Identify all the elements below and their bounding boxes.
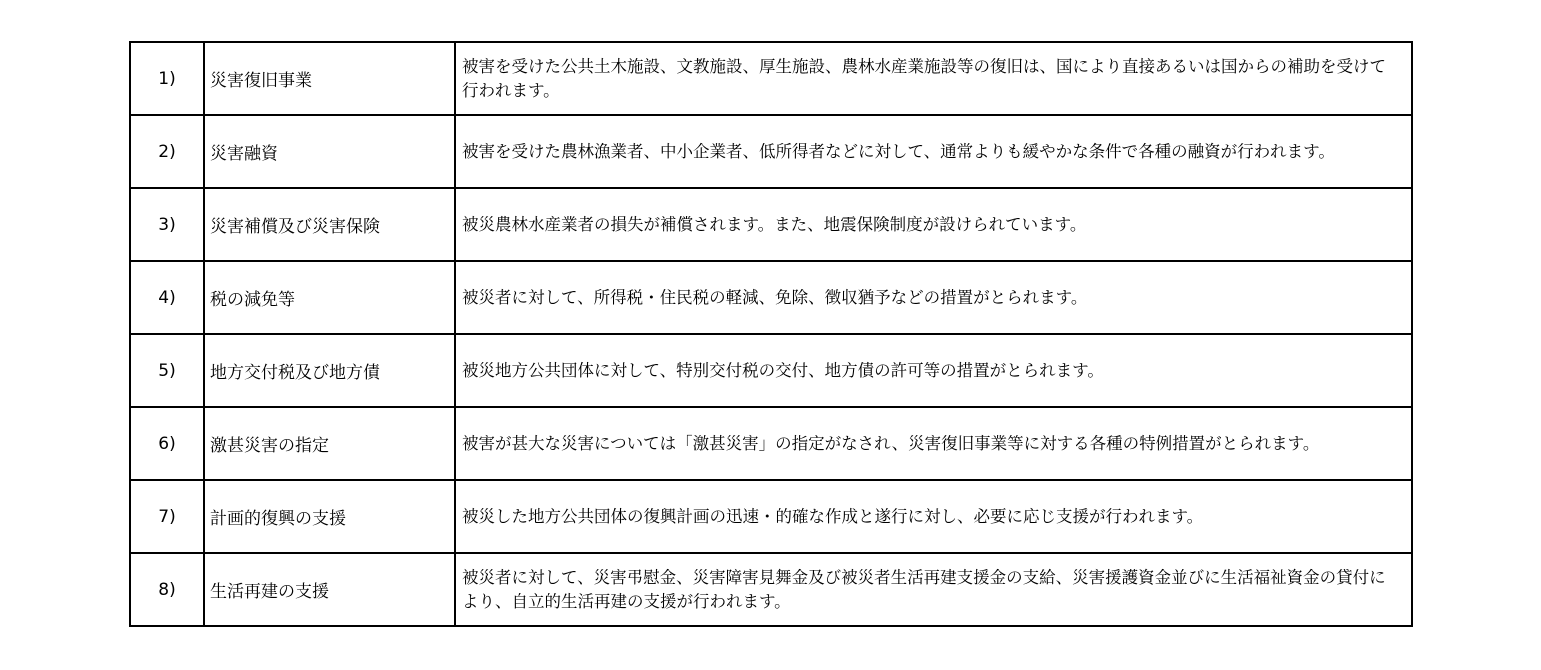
row-number: 1)	[130, 42, 204, 115]
measure-title: 災害復旧事業	[204, 42, 455, 115]
disaster-relief-measures-table	[129, 41, 1413, 627]
row-number: 8)	[130, 553, 204, 626]
table-row	[130, 188, 1412, 261]
row-number: 7)	[130, 480, 204, 553]
measure-title: 税の減免等	[204, 261, 455, 334]
measure-title: 災害補償及び災害保険	[204, 188, 455, 261]
measures-sheet	[129, 41, 1411, 627]
measure-description: 被災した地方公共団体の復興計画の迅速・的確な作成と遂行に対し、必要に応じ支援が行われます。	[455, 480, 1412, 553]
measure-title: 災害融資	[204, 115, 455, 188]
table-row	[130, 115, 1412, 188]
table-row	[130, 480, 1412, 553]
row-number: 5)	[130, 334, 204, 407]
measure-description: 被災者に対して、所得税・住民税の軽減、免除、徴収猶予などの措置がとられます。	[455, 261, 1412, 334]
measure-description: 被災者に対して、災害弔慰金、災害障害見舞金及び被災者生活再建支援金の支給、災害援護資金並びに生活福祉資金の貸付により、自立的生活再建の支援が行われます。	[455, 553, 1412, 626]
row-number: 6)	[130, 407, 204, 480]
measure-description: 被害を受けた公共土木施設、文教施設、厚生施設、農林水産業施設等の復旧は、国により直接あるいは国からの補助を受けて行われます。	[455, 42, 1412, 115]
measure-description: 被災農林水産業者の損失が補償されます。また、地震保険制度が設けられています。	[455, 188, 1412, 261]
measure-description: 被害を受けた農林漁業者、中小企業者、低所得者などに対して、通常よりも緩やかな条件で各種の融資が行われます。	[455, 115, 1412, 188]
measure-title: 計画的復興の支援	[204, 480, 455, 553]
table-row	[130, 42, 1412, 115]
row-number: 4)	[130, 261, 204, 334]
measure-description: 被災地方公共団体に対して、特別交付税の交付、地方債の許可等の措置がとられます。	[455, 334, 1412, 407]
table-row	[130, 334, 1412, 407]
table-row	[130, 261, 1412, 334]
row-number: 2)	[130, 115, 204, 188]
measure-description: 被害が甚大な災害については「激甚災害」の指定がなされ、災害復旧事業等に対する各種の特例措置がとられます。	[455, 407, 1412, 480]
table-row	[130, 407, 1412, 480]
measure-title: 生活再建の支援	[204, 553, 455, 626]
measure-title: 激甚災害の指定	[204, 407, 455, 480]
row-number: 3)	[130, 188, 204, 261]
table-row	[130, 553, 1412, 626]
measure-title: 地方交付税及び地方債	[204, 334, 455, 407]
